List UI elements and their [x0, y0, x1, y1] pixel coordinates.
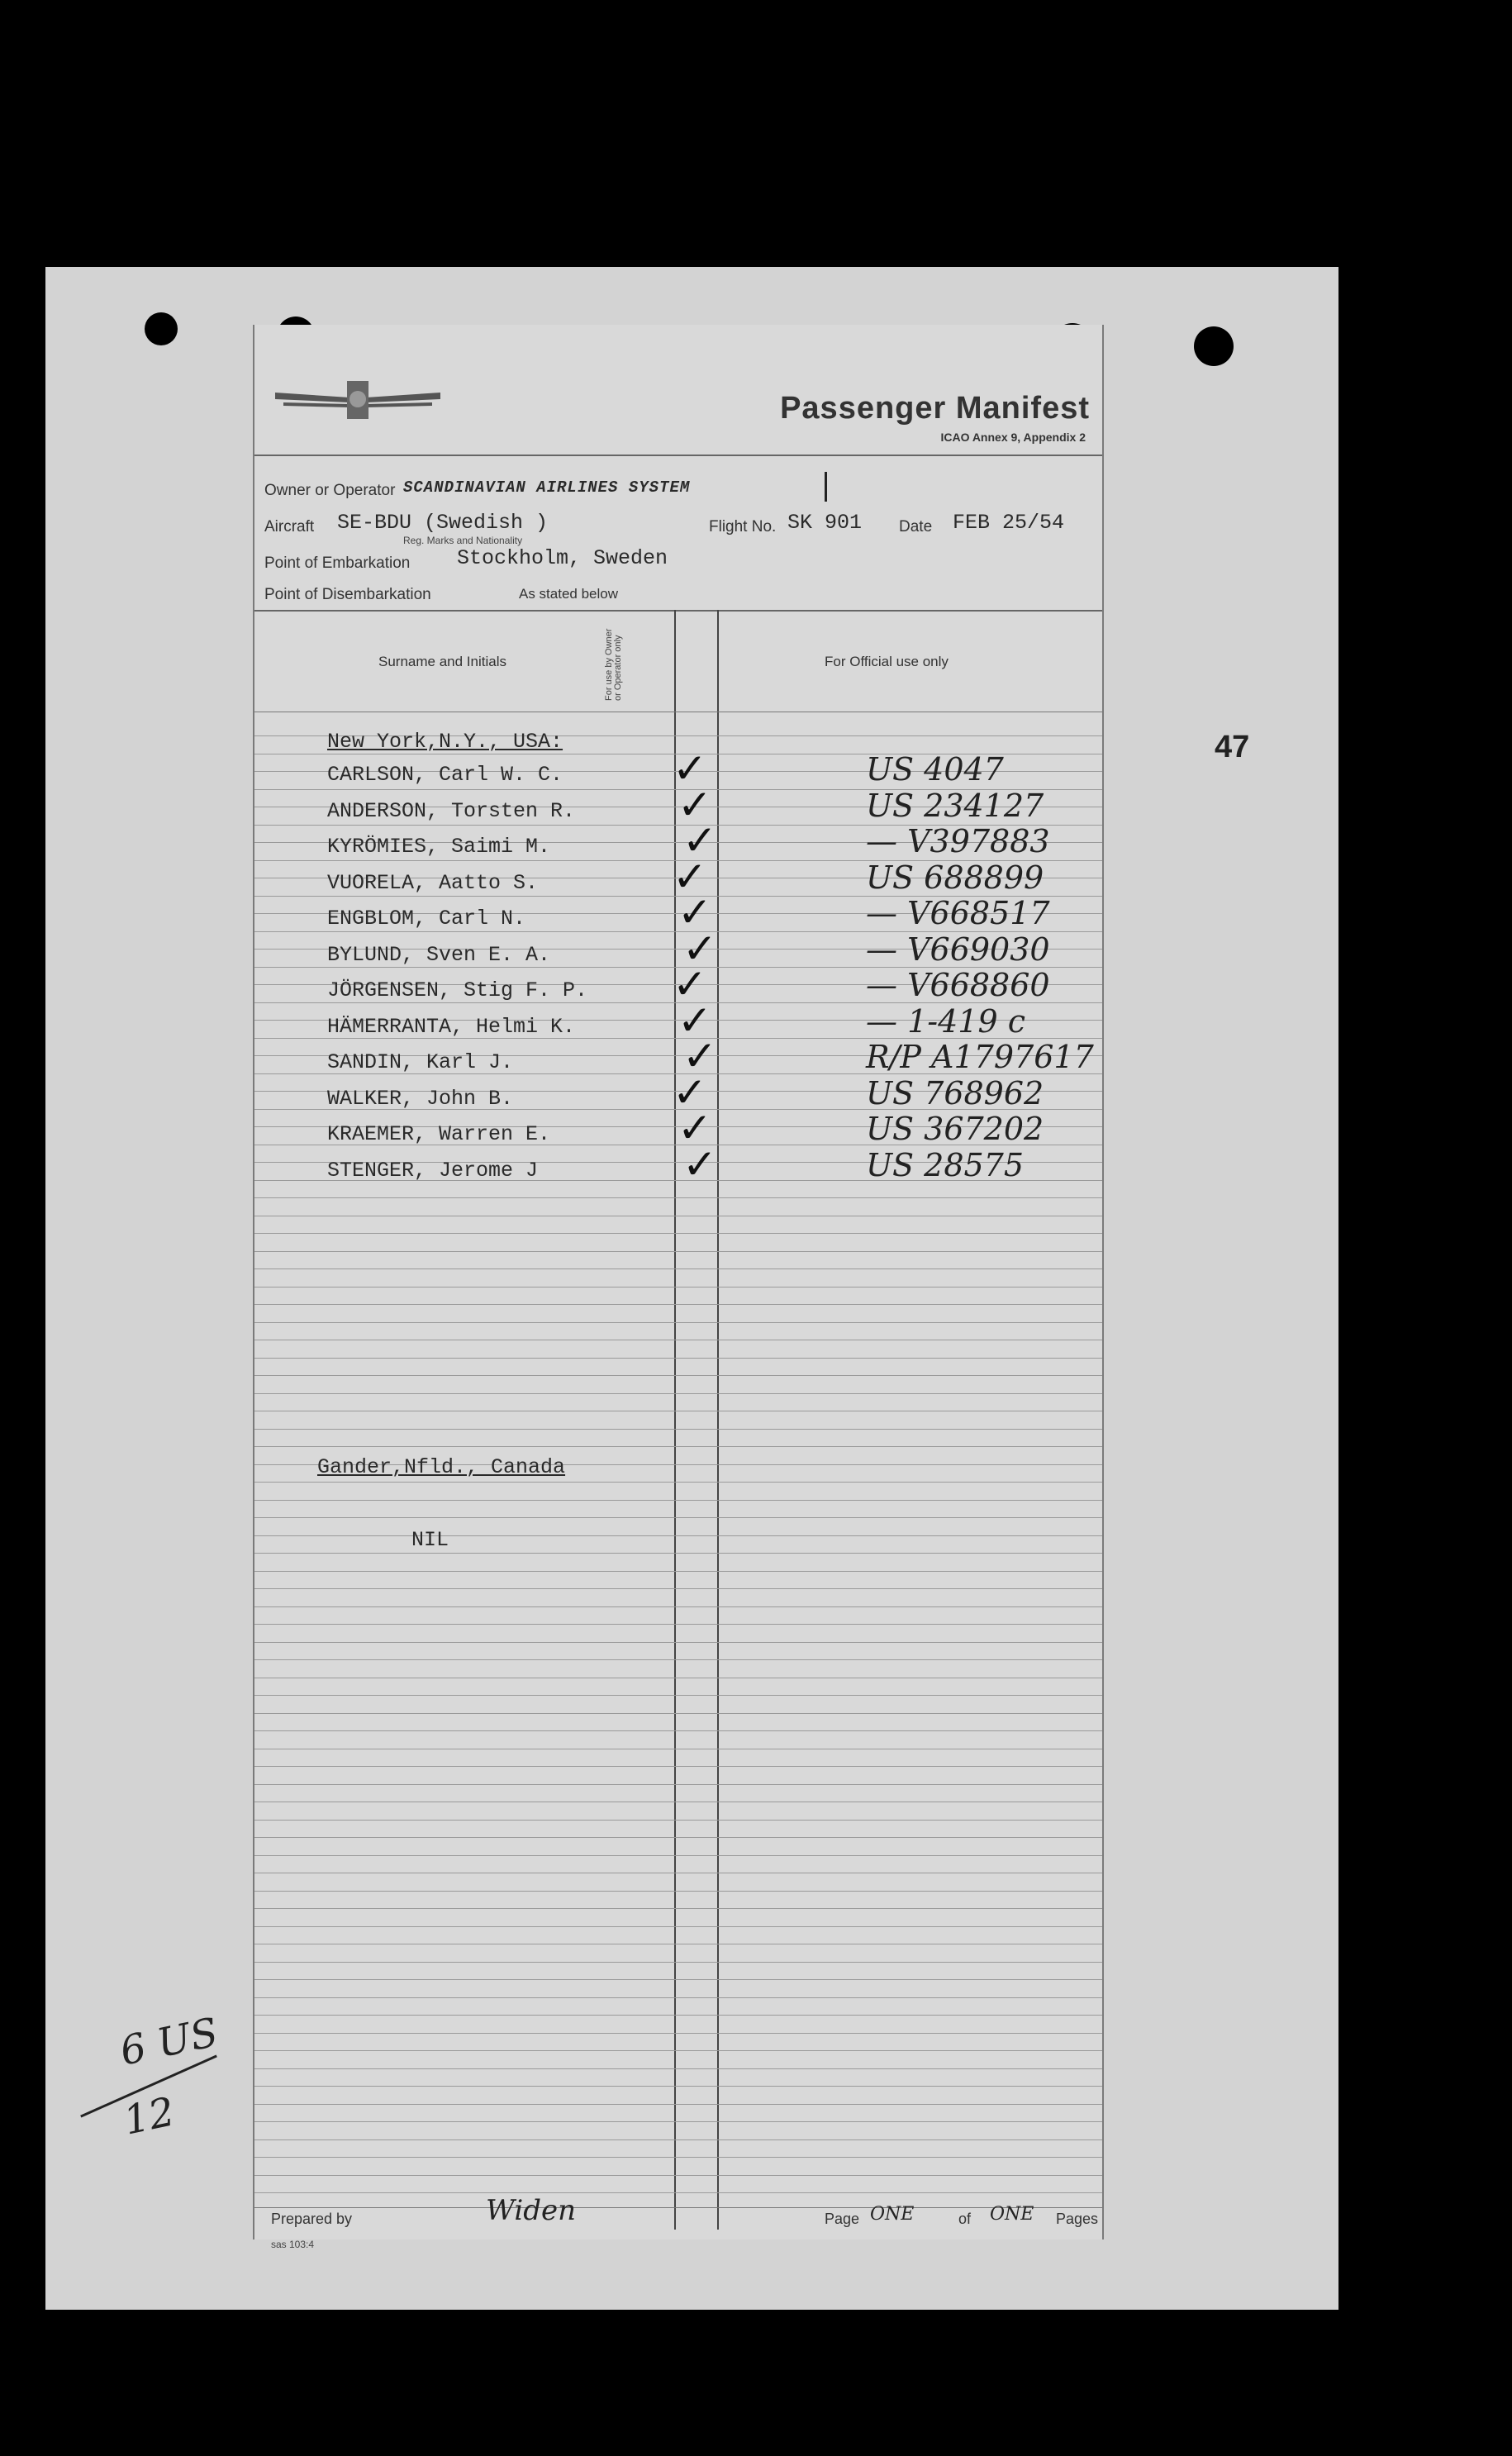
ruled-line [254, 1535, 1102, 1536]
ruled-line [254, 1571, 1102, 1572]
ruled-line [254, 1322, 1102, 1323]
ruled-line [254, 1979, 1102, 1980]
official-entry: — V668860 [866, 967, 1050, 1003]
checkmark-icon: ✓ [678, 1104, 712, 1152]
prepared-label: Prepared by [271, 2211, 353, 2227]
ruled-line [254, 1268, 1102, 1269]
date-label: Date [899, 518, 933, 535]
ruled-line [254, 1713, 1102, 1714]
ruled-line [254, 1730, 1102, 1731]
ruled-line [254, 1251, 1102, 1252]
passenger-name: SANDIN, Karl J. [327, 1050, 514, 1074]
ruled-line [254, 2015, 1102, 2016]
disembark-value: As stated below [519, 586, 619, 602]
airline-logo-icon [271, 374, 445, 424]
owner-value: SCANDINAVIAN AIRLINES SYSTEM [403, 478, 691, 497]
ruled-line [254, 1517, 1102, 1518]
col-divider-2 [717, 610, 719, 2230]
passenger-name: ANDERSON, Torsten R. [327, 799, 576, 823]
passenger-name: CARLSON, Carl W. C. [327, 763, 563, 787]
ruled-line [254, 1837, 1102, 1838]
col-surname: Surname and Initials [378, 654, 506, 669]
checkmark-icon: ✓ [678, 781, 712, 829]
page-label: Page [825, 2211, 860, 2227]
ruled-line [254, 1659, 1102, 1660]
pages-label: Pages [1056, 2211, 1099, 2227]
passenger-name: JÖRGENSEN, Stig F. P. [327, 978, 588, 1002]
form-code: sas 103:4 [271, 2239, 315, 2250]
passenger-name: STENGER, Jerome J [327, 1159, 539, 1183]
margin-tally-bottom: 12 [119, 2088, 179, 2144]
official-entry: R/P A1797617 [866, 1039, 1094, 1075]
passenger-name: WALKER, John B. [327, 1087, 514, 1111]
embark-label: Point of Embarkation [264, 555, 411, 572]
ruled-line [254, 1624, 1102, 1625]
ruled-line [254, 1997, 1102, 1998]
passenger-name: KRAEMER, Warren E. [327, 1122, 551, 1146]
ruled-line [254, 1482, 1102, 1483]
official-entry: US 234127 [866, 788, 1044, 824]
ruled-line [254, 1642, 1102, 1643]
ruled-line [254, 2139, 1102, 2140]
checkmark-icon: ✓ [682, 1032, 717, 1080]
aircraft-label: Aircraft [264, 518, 315, 535]
ruled-line [254, 2050, 1102, 2051]
of-value: ONE [990, 2204, 1034, 2225]
passenger-name: ENGBLOM, Carl N. [327, 907, 526, 931]
ruled-line [254, 1891, 1102, 1892]
ruled-line [254, 2121, 1102, 2122]
col-owner-use: For use by Owner or Operator only [604, 628, 623, 701]
official-entry: US 768962 [866, 1075, 1044, 1111]
ruled-line [254, 1429, 1102, 1430]
ruled-line [254, 1908, 1102, 1909]
page-title: Passenger Manifest [780, 391, 1090, 426]
ruled-line [254, 1855, 1102, 1856]
checkmark-icon: ✓ [673, 853, 707, 901]
page-subtitle: ICAO Annex 9, Appendix 2 [940, 431, 1086, 444]
passenger-name: VUORELA, Aatto S. [327, 871, 539, 895]
date-value: FEB 25/54 [953, 511, 1065, 535]
ruled-line [254, 1500, 1102, 1501]
official-entry: — V669030 [866, 931, 1050, 968]
ruled-line [254, 2175, 1102, 2176]
checkmark-icon: ✓ [673, 960, 707, 1008]
punch-hole [1194, 326, 1234, 366]
destination-2: Gander,Nfld., Canada [317, 1455, 566, 1479]
checkmark-icon: ✓ [682, 816, 717, 864]
aircraft-value: SE-BDU (Swedish ) [337, 511, 549, 535]
ruled-line [254, 1606, 1102, 1607]
margin-number: 47 [1215, 730, 1250, 764]
ruled-line [254, 1962, 1102, 1963]
manifest-form [253, 325, 1104, 2250]
ruled-line [254, 1233, 1102, 1234]
checkmark-icon: ✓ [682, 925, 717, 973]
official-entry: — V668517 [866, 895, 1050, 931]
ruled-line [254, 2192, 1102, 2193]
ruled-line [254, 1446, 1102, 1447]
ruled-line [254, 1766, 1102, 1767]
official-entry: US 4047 [866, 751, 1004, 788]
prepared-signature: Widen [486, 2194, 577, 2227]
ruled-line [254, 1304, 1102, 1305]
footer-divider [254, 2207, 1102, 2208]
official-entry: — 1-419 c [866, 1003, 1025, 1040]
margin-tally-top: 6 US [116, 2009, 222, 2075]
ruled-line [254, 1375, 1102, 1376]
punch-hole [145, 312, 178, 345]
flight-label: Flight No. [709, 518, 777, 535]
passenger-name: HÄMERRANTA, Helmi K. [327, 1015, 576, 1039]
checkmark-icon: ✓ [673, 1069, 707, 1116]
ruled-line [254, 1784, 1102, 1785]
ruled-line [254, 1358, 1102, 1359]
owner-mark [825, 472, 827, 502]
passenger-name: KYRÖMIES, Saimi M. [327, 835, 551, 859]
ruled-line [254, 1820, 1102, 1821]
col-official: For Official use only [825, 654, 949, 669]
flight-value: SK 901 [787, 511, 863, 535]
ruled-line [254, 2068, 1102, 2069]
official-entry: US 367202 [866, 1111, 1044, 1147]
embark-value: Stockholm, Sweden [457, 546, 668, 570]
destination-1: New York,N.Y., USA: [327, 730, 563, 754]
destination-2-value: NIL [411, 1528, 449, 1552]
ruled-line [254, 1553, 1102, 1554]
table-top-divider [254, 610, 1102, 612]
ruled-line [254, 2033, 1102, 2034]
official-entry: US 688899 [866, 859, 1044, 896]
ruled-line [254, 2086, 1102, 2087]
page-value: ONE [870, 2204, 915, 2225]
checkmark-icon: ✓ [678, 997, 712, 1045]
checkmark-icon: ✓ [678, 888, 712, 936]
ruled-line [254, 2104, 1102, 2105]
disembark-label: Point of Disembarkation [264, 586, 431, 603]
reg-caption: Reg. Marks and Nationality [403, 535, 523, 546]
official-entry: — V397883 [866, 823, 1050, 859]
header-divider [254, 455, 1102, 456]
ruled-line [254, 1197, 1102, 1198]
ruled-line [254, 1393, 1102, 1394]
owner-label: Owner or Operator [264, 482, 396, 499]
ruled-line [254, 2157, 1102, 2158]
official-entry: US 28575 [866, 1147, 1025, 1183]
checkmark-icon: ✓ [682, 1140, 717, 1188]
of-label: of [958, 2211, 972, 2227]
checkmark-icon: ✓ [673, 745, 707, 792]
ruled-line [254, 1695, 1102, 1696]
ruled-line [254, 1588, 1102, 1589]
passenger-name: BYLUND, Sven E. A. [327, 943, 551, 967]
ruled-line [254, 1926, 1102, 1927]
